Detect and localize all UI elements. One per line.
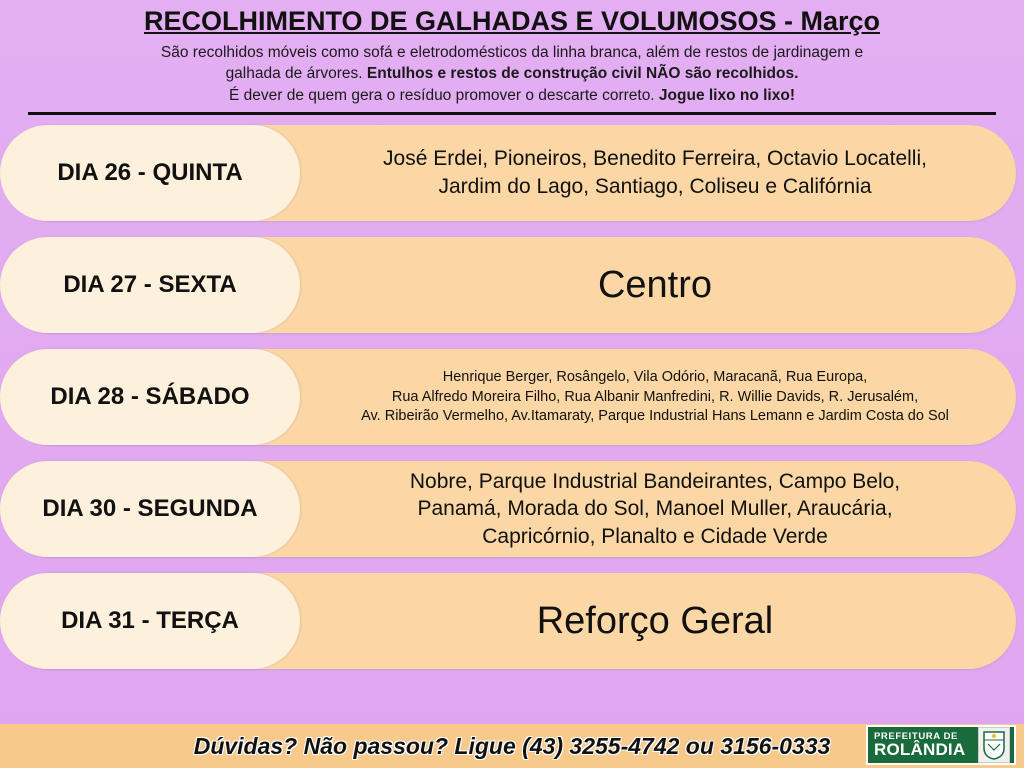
page-title: RECOLHIMENTO DE GALHADAS E VOLUMOSOS - Março bbox=[143, 6, 881, 36]
schedule-areas-line: Av. Ribeirão Vermelho, Av.Itamaraty, Parque Industrial Hans Lemann e Jardim Costa do Sol bbox=[361, 407, 949, 424]
schedule-areas-line: Reforço Geral bbox=[536, 600, 774, 643]
schedule-areas-line: Panamá, Morada do Sol, Manoel Muller, Araucária, bbox=[417, 497, 893, 521]
schedule-day-label: DIA 31 - TERÇA bbox=[61, 607, 239, 635]
schedule-day-pill bbox=[0, 349, 300, 445]
schedule-areas-text bbox=[410, 468, 900, 551]
header-description bbox=[20, 42, 1004, 106]
schedule-day-pill bbox=[0, 125, 300, 221]
schedule-day-label: DIA 26 - QUINTA bbox=[57, 159, 243, 187]
header-line-3-strong: Jogue lixo no lixo! bbox=[658, 86, 795, 104]
schedule-areas-line: Rua Alfredo Moreira Filho, Rua Albanir Manfredini, R. Willie Davids, R. Jerusalém, bbox=[391, 388, 919, 405]
header-line-1 bbox=[20, 42, 1004, 63]
schedule-areas-text bbox=[537, 596, 774, 646]
logo-text bbox=[868, 732, 978, 759]
schedule-day-pill bbox=[0, 573, 300, 669]
schedule-areas-text bbox=[598, 260, 712, 310]
footer-contact-text: Dúvidas? Não passou? Ligue (43) 3255-4742 ou 3156-0333 bbox=[193, 732, 831, 759]
header-line-1-text: São recolhidos móveis como sofá e eletrodomésticos da linha branca, além de restos de jardinagem e bbox=[160, 44, 864, 62]
schedule-areas-line: Centro bbox=[597, 264, 713, 307]
schedule-row bbox=[0, 573, 1024, 669]
prefeitura-logo bbox=[866, 725, 1016, 765]
schedule-day-label: DIA 28 - SÁBADO bbox=[50, 383, 250, 411]
schedule-areas bbox=[300, 573, 1010, 669]
logo-bottom-line: ROLÂNDIA bbox=[874, 740, 966, 760]
schedule-areas-line: Capricórnio, Planalto e Cidade Verde bbox=[482, 525, 828, 549]
schedule-day-label: DIA 30 - SEGUNDA bbox=[42, 495, 258, 523]
header-line-2 bbox=[20, 63, 1004, 84]
schedule-row bbox=[0, 237, 1024, 333]
schedule-day-label: DIA 27 - SEXTA bbox=[63, 271, 237, 299]
schedule-areas-line: Jardim do Lago, Santiago, Coliseu e Califórnia bbox=[438, 175, 872, 199]
schedule-areas bbox=[300, 461, 1010, 557]
schedule-row bbox=[0, 125, 1024, 221]
schedule-areas-line: José Erdei, Pioneiros, Benedito Ferreira, Octavio Locatelli, bbox=[383, 147, 927, 171]
schedule-day-pill bbox=[0, 461, 300, 557]
schedule-row bbox=[0, 461, 1024, 557]
schedule-areas bbox=[300, 125, 1010, 221]
header-divider bbox=[28, 112, 996, 115]
schedule-areas-line: Henrique Berger, Rosângelo, Vila Odório, Maracanã, Rua Europa, bbox=[442, 369, 868, 386]
schedule-areas-text bbox=[361, 368, 949, 425]
schedule-day-pill bbox=[0, 237, 300, 333]
schedule-areas-line: Nobre, Parque Industrial Bandeirantes, Campo Belo, bbox=[409, 469, 901, 493]
header-line-3-text: É dever de quem gera o resíduo promover o descarte correto. bbox=[229, 86, 659, 104]
header-line-2-text: galhada de árvores. bbox=[225, 65, 367, 83]
schedule-list bbox=[0, 125, 1024, 669]
coat-of-arms-icon bbox=[978, 727, 1010, 763]
schedule-areas-text bbox=[383, 145, 927, 200]
header bbox=[0, 0, 1024, 119]
schedule-areas bbox=[300, 237, 1010, 333]
header-line-3 bbox=[20, 85, 1004, 106]
header-line-2-strong: Entulhos e restos de construção civil NÃO são recolhidos. bbox=[366, 65, 799, 83]
logo-top-line: PREFEITURA DE bbox=[874, 730, 958, 742]
schedule-areas bbox=[300, 349, 1010, 445]
schedule-row bbox=[0, 349, 1024, 445]
